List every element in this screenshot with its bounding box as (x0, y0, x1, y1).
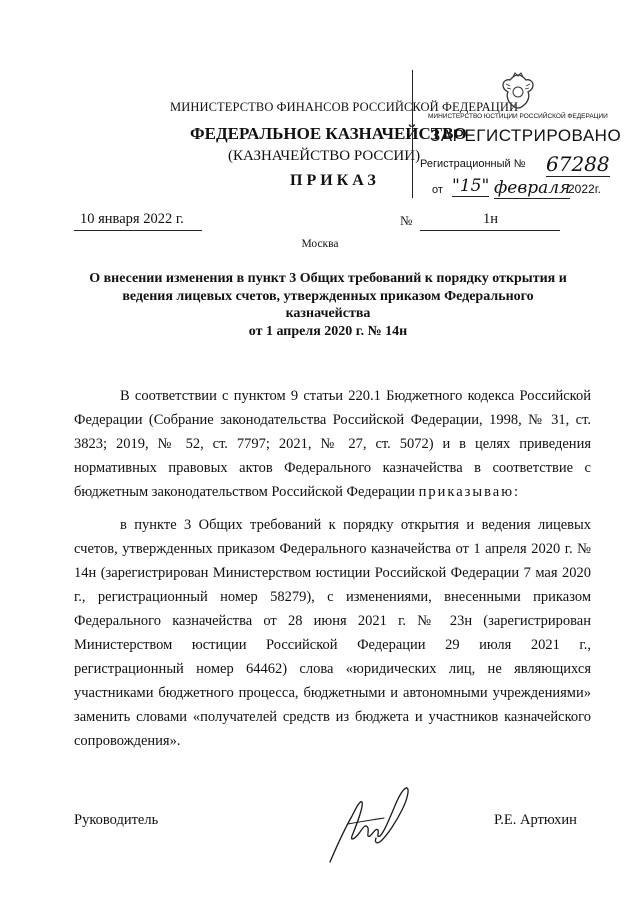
number-underline (420, 230, 560, 231)
preamble-paragraph (74, 384, 591, 504)
stamp-registration-number: 67288 (546, 152, 610, 176)
ministry-name: МИНИСТЕРСТВО ФИНАНСОВ РОССИЙСКОЙ ФЕДЕРАЦИИ (170, 100, 519, 114)
stamp-from-label: от (432, 184, 443, 196)
heading-line: казначейства (285, 306, 371, 321)
stamp-day: "15" (452, 176, 490, 196)
handwritten-signature (322, 778, 422, 868)
preamble-text: В соответствии с пунктом 9 статьи 220.1 Бюджетного кодекса Российской Федерации (Собрание законодательства Российской Федерации, 1998, № 31, ст. 3823; 2019, № 52, ст. 7797; 2021, № 27, ст. 5072) и в целях приведения нормативных правовых актов Федерального казначейства в соответствие с бюджетным законодательством Российской Федерации (74, 388, 591, 500)
stamp-month: февраля (494, 178, 571, 198)
amendment-paragraph: в пункте 3 Общих требований к порядку открытия и ведения лицевых счетов, утвержденных приказом Федерального казначейства от 1 апреля 2020 г. № 14н (зарегистрирован Министерством юстиции Российской Федерации 7 мая 2020 г., регистрационный номер 58279), с изменениями, внесенными приказом Федерального казначейства от 28 июня 2021 г. № 23н (зарегистрирован Министерством юстиции Российской Федерации 29 июля 2021 г., регистрационный номер 64462) слова «юридических лиц, не являющихся участниками бюджетного процесса, бюджетными и автономными учреждениями» заменить словами «получателей средств из бюджета и участников казначейского сопровождения». (74, 517, 591, 749)
stamp-registered: ЗАРЕГИСТРИРОВАНО (430, 126, 622, 145)
stamp-registration-label: Регистрационный № (420, 158, 526, 170)
order-city: Москва (301, 238, 339, 250)
stamp-year: 2022г. (568, 182, 601, 196)
agency-short-name: (КАЗНАЧЕЙСТВО РОССИИ) (228, 148, 421, 164)
signer-name: Р.Е. Артюхин (494, 812, 577, 828)
date-underline (74, 230, 202, 231)
stamp-ministry: МИНИСТЕРСТВО ЮСТИЦИИ РОССИЙСКОЙ ФЕДЕРАЦИИ (428, 113, 608, 120)
heading-line: от 1 апреля 2020 г. № 14н (248, 323, 408, 339)
agency-name: ФЕДЕРАЛЬНОЕ КАЗНАЧЕЙСТВО (190, 124, 467, 143)
order-command: приказываю: (418, 484, 521, 500)
signer-title: Руководитель (74, 812, 159, 828)
order-heading (70, 270, 586, 340)
stamp-border (412, 70, 414, 198)
order-date: 10 января 2022 г. (80, 211, 184, 227)
heading-line: О внесении изменения в пункт 3 Общих требований к порядку открытия и (89, 271, 567, 286)
coat-of-arms-icon (500, 72, 536, 110)
heading-line: ведения лицевых счетов, утвержденных приказом Федерального (122, 288, 534, 304)
document-type: ПРИКАЗ (290, 172, 380, 189)
order-number: 1н (483, 211, 499, 227)
order-number-label: № (400, 213, 413, 228)
